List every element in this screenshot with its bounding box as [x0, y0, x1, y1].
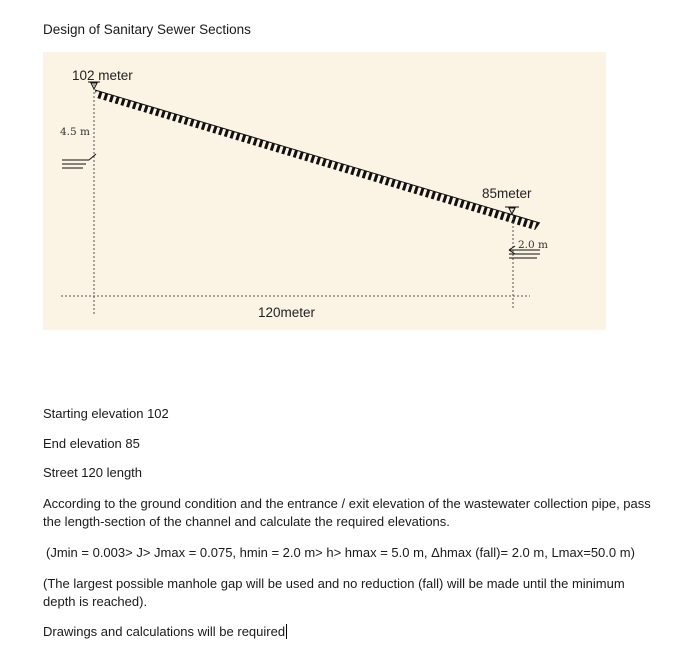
street-length-text: Street 120 length [43, 465, 143, 480]
document-title: Design of Sanitary Sewer Sections [43, 22, 251, 37]
sewer-profile-figure [43, 52, 606, 330]
final-line[interactable] [43, 623, 653, 641]
end-elevation-label: 85meter [482, 186, 532, 201]
text-cursor [286, 624, 287, 639]
final-text: Drawings and calculations will be required [43, 624, 286, 639]
end-depth-label: 2.0 m [518, 239, 548, 251]
starting-elevation-text: Starting elevation 102 [43, 406, 169, 421]
start-invert-marker [62, 154, 96, 168]
start-depth-label: 4.5 m [60, 126, 90, 138]
sewer-profile-diagram [43, 52, 606, 330]
ground-surface-hatch [95, 90, 540, 230]
constraints-paragraph: (Jmin = 0.003> J> Jmax = 0.075, hmin = 2.0 m> h> hmax = 5.0 m, Δhmax (fall)= 2.0 m, Lmax=50.0 m) [46, 545, 635, 560]
length-label: 120meter [258, 305, 316, 320]
instruction-paragraph: According to the ground condition and the entrance / exit elevation of the wastewater collection pipe, pass the length-section of the channel and calculate the required elevations. [43, 496, 651, 529]
ground-surface-line [95, 90, 540, 223]
note-paragraph: (The largest possible manhole gap will be used and no reduction (fall) will be made until the minimum depth is reached). [43, 576, 625, 609]
start-elevation-label: 102 meter [72, 68, 133, 83]
end-elevation-text: End elevation 85 [43, 436, 140, 451]
